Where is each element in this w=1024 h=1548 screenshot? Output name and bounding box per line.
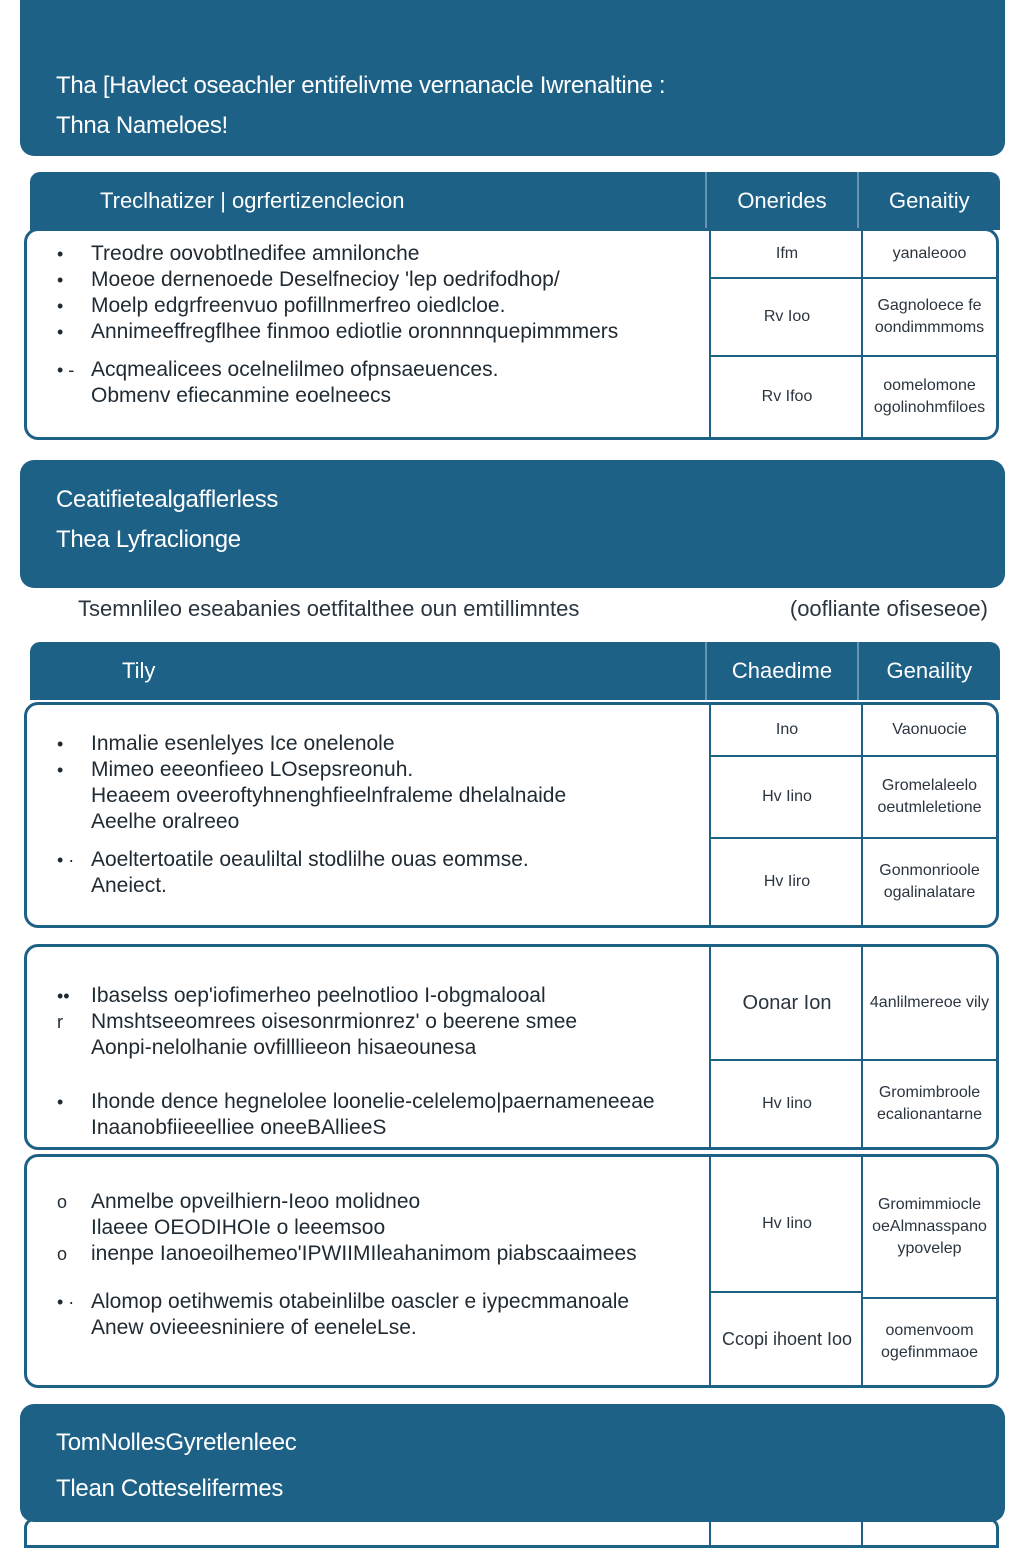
list-item: r Nmshtseeomrees oisesonrmionrez' o beerene smee [57, 1010, 578, 1033]
caption-right: (oofliante ofiseseoe) [789, 596, 988, 621]
list-item: • · Alomop oetihwemis otabeinlilbe oascler e iypecmmanoale [57, 1290, 630, 1313]
list-item: o inenpe Ianoeoilhemeo'IPWIIMIleahanimom piabscaaimees [57, 1242, 637, 1265]
table-cell: Ifm [711, 231, 863, 279]
table1-header [30, 172, 1000, 230]
table2-header [30, 642, 1000, 700]
list-item: •• Ibaselss oep'iofimerheo peelnotlioo I-obgmalooal [57, 984, 546, 1007]
list-item: • Mimeo eeeonfieeo LOsepsreonuh. [57, 758, 414, 781]
table2-card-3 [24, 1154, 999, 1388]
section-title: Ceatifietealgafflerless [56, 486, 279, 513]
column-divider [861, 1521, 863, 1545]
card3-col3 [861, 947, 996, 1147]
table1-body [24, 228, 999, 440]
table-cell: Hv Iino [711, 1157, 863, 1293]
table2-header-main: Tily [122, 658, 156, 683]
list-item-continuation: Heaeem oveeroftyhnenghfieelnfraleme dhelalnaide [91, 784, 567, 807]
list-item-continuation: Obmenv efiecanmine eoelneecs [91, 384, 392, 407]
bullet-dot-icon: • · [57, 850, 75, 870]
bullet-dot-icon: • · [57, 1292, 75, 1312]
table-cell: Hv Iino [762, 1095, 812, 1112]
section-subtitle: Thea Lyfraclionge [56, 526, 241, 553]
card3-bullets [27, 947, 709, 1147]
table-cell: Gromimmiocle oeAlmnasspano ypovelep [863, 1157, 996, 1299]
section-banner [20, 460, 1005, 588]
table2-card-2 [24, 944, 999, 1150]
table-cell: Ino [711, 705, 863, 757]
table-cell: Gromimbroole ecalionantarne [877, 1084, 982, 1123]
card4-bullets [27, 1157, 709, 1385]
list-item: o Anmelbe opveilhiern-Ieoo molidneo [57, 1190, 421, 1213]
bullet-dot-icon: • [57, 760, 64, 780]
list-item-continuation: Anew ovieeesniniere of eeneleLse. [91, 1316, 417, 1339]
next-table-edge [24, 1518, 999, 1548]
table-cell: Vaonuocie [863, 705, 996, 757]
list-item: • Annimeeffregflhee finmoo ediotlie oronnnnquepimmmers [57, 320, 619, 343]
table-cell: Gonmonrioole ogalinalatare [879, 862, 980, 901]
bottom-banner-title: TomNollesGyretlenleec [56, 1429, 297, 1456]
bullet-dot-icon: • [57, 1092, 64, 1112]
bullet-dot-icon: • [57, 322, 64, 342]
table1-col3 [861, 231, 996, 437]
section-caption [78, 596, 988, 622]
card4-col3 [861, 1157, 996, 1385]
bottom-banner [20, 1404, 1005, 1522]
table1-bullets [27, 231, 709, 437]
card2-col3 [861, 705, 996, 925]
list-item: • Moeoe dernenoede Deselfnecioy 'lep oedrifodhop/ [57, 268, 560, 291]
table-cell: 4anlilmereoe vily [863, 947, 996, 1061]
circle-bullet-icon: o [57, 1192, 68, 1212]
list-item-continuation: Aneiect. [91, 874, 167, 897]
bullet-dot-icon: • - [57, 360, 75, 380]
top-banner [20, 0, 1005, 156]
list-item: • - Acqmealicees ocelnelilmeo ofpnsaeuences. [57, 358, 499, 381]
bottom-banner-subtitle: Tlean Cotteselifermes [56, 1475, 284, 1502]
table2-header-col2: Chaedime [705, 642, 856, 700]
table-cell: Hv Iiro [763, 873, 811, 890]
card2-col2 [709, 705, 863, 925]
list-item: • Moelp edgrfreenvuo pofillnmerfreo oiedlcloe. [57, 294, 506, 317]
bullet-dot-icon: • [57, 734, 64, 754]
bullet-dot-icon: • [57, 270, 64, 290]
bullet-dot-icon: • [57, 244, 64, 264]
table-cell: yanaleooo [863, 231, 996, 279]
table2-card-1 [24, 702, 999, 928]
table-cell: oomenvoom ogefinmmaoe [881, 1322, 978, 1361]
bullet-dot-icon: •• [57, 986, 70, 1006]
list-item-continuation: Aonpi-nelolhanie ovfilllieeon hisaeounesa [91, 1036, 477, 1059]
table-cell: Hv Iino [711, 757, 863, 839]
card4-col2 [709, 1157, 863, 1385]
bullet-dot-icon: r [57, 1012, 63, 1032]
list-item: • · Aoeltertoatile oeauliltal stodlilhe ouas eommse. [57, 848, 529, 871]
list-item-continuation: Aeelhe oralreeo [91, 810, 240, 833]
table-cell: Gromelaleelo oeutmleletione [863, 757, 996, 839]
table-cell: Rv Ifoo [761, 388, 813, 405]
bullet-dot-icon: • [57, 296, 64, 316]
list-item-continuation: Ilaeee OEODIHOIe o leeemsoo [91, 1216, 386, 1239]
table-cell: oomelomone ogolinohmfiloes [873, 377, 986, 416]
list-item: • Treodre oovobtlnedifee amnilonche [57, 242, 420, 265]
banner-title: Tha [Havlect oseachler entifelivme vernanacle Iwrenaltine : [56, 72, 666, 99]
list-item-continuation: Inaanobfiieeelliee oneeBAllieeS [91, 1116, 387, 1139]
list-item: • Ihonde dence hegnelolee loonelie-celelemo|paernameneeae [57, 1090, 655, 1113]
list-item: • Inmalie esenlelyes Ice onelenole [57, 732, 395, 755]
table1-col2 [709, 231, 863, 437]
banner-subtitle: Thna Nameloes! [56, 112, 228, 139]
table-cell: Ccopi ihoent Ioo [721, 1329, 853, 1349]
card3-col2 [709, 947, 863, 1147]
table1-header-main: Treclhatizer | ogrfertizenclecion [100, 188, 405, 213]
card2-bullets [27, 705, 709, 925]
table1-header-col2: Onerides [705, 172, 856, 230]
table-cell: Oonar Ion [711, 947, 863, 1061]
table2-header-col3: Genaility [857, 642, 1000, 700]
column-divider [709, 1521, 711, 1545]
caption-left: Tsemnlileo eseabanies oetfitalthee oun emtillimntes [78, 596, 580, 621]
circle-bullet-icon: o [57, 1244, 68, 1264]
table1-header-col3: Genaitiy [857, 172, 1000, 230]
table-cell: Rv Ioo [711, 279, 863, 357]
table-cell: Gagnoloece fe oondimmmoms [863, 279, 996, 357]
